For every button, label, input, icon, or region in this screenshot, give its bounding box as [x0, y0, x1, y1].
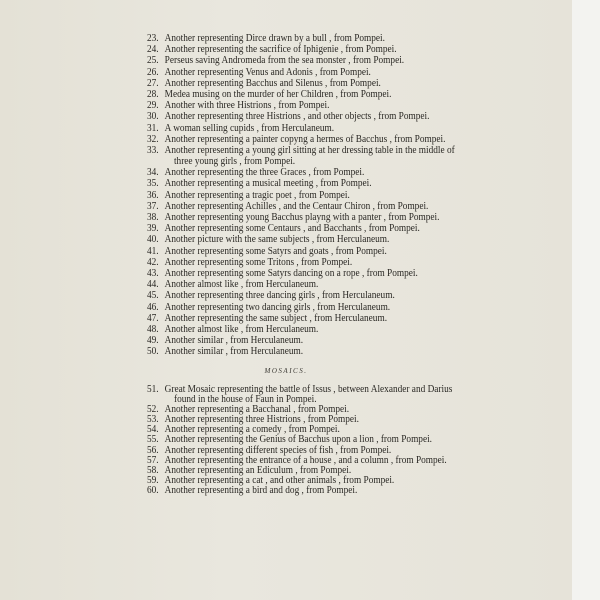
item-text: Great Mosaic representing the battle of Issus , between Alexander and Darius — [164, 384, 453, 395]
item-number: 37. — [147, 200, 159, 212]
page-edge — [572, 0, 600, 600]
item-number: 59. — [147, 474, 159, 486]
item-text: Another representing some Satyrs dancing on a rope , from Pompei. — [164, 267, 418, 279]
item-continuation: found in the house of Faun in Pompei. — [173, 394, 317, 406]
item-number: 31. — [147, 122, 159, 134]
list-item — [147, 324, 455, 335]
item-number: 28. — [147, 88, 159, 100]
list-item — [147, 246, 455, 257]
list-item — [147, 123, 455, 134]
item-text: Another representing three Histrions , from Pompei. — [164, 414, 359, 426]
item-number: 41. — [147, 245, 159, 257]
item-number: 46. — [147, 301, 159, 313]
item-number: 47. — [147, 312, 159, 324]
list-item — [147, 167, 455, 178]
item-number: 53. — [147, 414, 159, 426]
item-text: Another representing a Bacchanal , from Pompei. — [164, 404, 350, 416]
list-item — [147, 55, 455, 66]
item-number: 40. — [147, 234, 159, 246]
item-text: Another representing an Ediculum , from Pompei. — [164, 464, 352, 476]
mosaics-heading: MOSAICS. — [264, 367, 308, 375]
item-text: Another representing some Tritons , from Pompei. — [164, 256, 353, 268]
item-text: Another representing three dancing girls , from Herculaneum. — [164, 290, 395, 302]
list-item — [147, 346, 455, 357]
item-text: Another representing the Genius of Bacchus upon a lion , from Pompei. — [164, 434, 432, 446]
item-number: 57. — [147, 454, 159, 466]
item-text: Another almost like , from Herculaneum. — [164, 323, 319, 335]
item-text: Another representing a musical meeting , from Pompei. — [164, 178, 372, 190]
item-text: Another with three Histrions , from Pompei. — [164, 100, 330, 112]
item-number: 23. — [147, 33, 159, 44]
item-text: Another representing Dirce drawn by a bull , from Pompei. — [164, 33, 385, 44]
list-item — [147, 313, 455, 324]
list-item — [147, 44, 455, 55]
item-text: Another representing the sacrifice of Iphigenie , from Pompei. — [164, 44, 397, 56]
item-text: Another representing a painter copyng a hermes of Bacchus , from Pompei. — [164, 133, 446, 145]
item-text: Another representing young Bacchus playng with a panter , from Pompei. — [164, 212, 440, 223]
list-item — [147, 111, 455, 122]
item-text: Another similar , from Herculaneum. — [164, 346, 304, 358]
item-number: 26. — [147, 66, 159, 78]
item-number: 42. — [147, 256, 159, 268]
item-number: 30. — [147, 111, 159, 123]
item-text: Another representing the entrance of a house , and a column , from Pompei. — [164, 454, 447, 466]
item-text: Another representing some Centaurs , and Bacchants , from Pompei. — [164, 223, 420, 235]
item-text: Perseus saving Andromeda from the sea monster , from Pompei. — [164, 55, 405, 67]
list-item — [147, 89, 455, 100]
item-text: Another representing Bacchus and Silenus , from Pompei. — [164, 77, 381, 89]
list-item — [147, 33, 455, 44]
item-number: 52. — [147, 404, 159, 416]
list-item — [147, 268, 455, 279]
item-text: Another representing Achilles , and the Centaur Chiron , from Pompei. — [164, 200, 429, 212]
list-item — [147, 178, 455, 189]
item-number: 32. — [147, 133, 159, 145]
item-number: 50. — [147, 346, 159, 358]
item-number: 39. — [147, 223, 159, 235]
list-item — [147, 335, 455, 346]
item-text: Another representing different species of fish , from Pompei. — [164, 444, 392, 456]
list-item — [147, 302, 455, 313]
item-number: 48. — [147, 323, 159, 335]
mosaics-list — [147, 385, 452, 496]
item-number: 33. — [147, 144, 159, 156]
list-item — [147, 290, 455, 301]
item-number: 49. — [147, 335, 159, 347]
list-item — [147, 279, 455, 290]
item-number: 51. — [147, 384, 159, 395]
item-text: Another representing a young girl sitting at her dressing table in the middle of — [164, 144, 455, 156]
list-item — [147, 212, 455, 223]
item-number: 54. — [147, 424, 159, 436]
item-number: 34. — [147, 167, 159, 179]
item-number: 27. — [147, 77, 159, 89]
item-text: Another representing a cat , and other animals , from Pompei. — [164, 474, 395, 486]
item-text: Another picture with the same subjects , from Herculaneum. — [164, 234, 390, 246]
list-item — [147, 78, 455, 89]
list-item — [147, 257, 455, 268]
item-text: Another almost like , from Herculaneum. — [164, 279, 319, 291]
item-text: Another representing a tragic poet , from Pompei. — [164, 189, 350, 201]
item-number: 58. — [147, 464, 159, 476]
item-text: Medea musing on the murder of her Children , from Pompei. — [164, 88, 392, 100]
item-text: Another representing some Satyrs and goats , from Pompei. — [164, 245, 387, 257]
item-number: 38. — [147, 212, 159, 223]
item-number: 43. — [147, 267, 159, 279]
item-number: 29. — [147, 100, 159, 112]
item-text: Another representing a bird and dog , from Pompei. — [164, 484, 358, 496]
item-text: Another similar , from Herculaneum. — [164, 335, 304, 347]
list-item — [147, 134, 455, 145]
item-number: 60. — [147, 484, 159, 496]
item-text: Another representing two dancing girls , from Herculaneum. — [164, 301, 391, 313]
list-item — [147, 190, 455, 201]
item-number: 24. — [147, 44, 159, 56]
list-item — [147, 67, 455, 78]
list-item — [147, 145, 455, 156]
item-text: Another representing a comedy , from Pompei. — [164, 424, 340, 436]
item-number: 55. — [147, 434, 159, 446]
item-number: 35. — [147, 178, 159, 190]
item-number: 56. — [147, 444, 159, 456]
item-text: Another representing the same subject , from Herculaneum. — [164, 312, 388, 324]
paintings-list — [147, 33, 455, 357]
item-number: 36. — [147, 189, 159, 201]
item-text: Another representing the three Graces , from Pompei. — [164, 167, 365, 179]
item-text: A woman selling cupids , from Herculaneum. — [164, 122, 335, 134]
item-number: 44. — [147, 279, 159, 291]
list-item — [147, 100, 455, 111]
item-continuation: three young girls , from Pompei. — [173, 156, 296, 168]
list-item — [147, 223, 455, 234]
list-item — [147, 486, 452, 496]
item-number: 25. — [147, 55, 159, 67]
list-item — [147, 234, 455, 245]
item-text: Another representing three Histrions , and other objects , from Pompei. — [164, 111, 430, 123]
item-number: 45. — [147, 290, 159, 302]
item-text: Another representing Venus and Adonis , from Pompei. — [164, 66, 371, 78]
list-item — [147, 201, 455, 212]
